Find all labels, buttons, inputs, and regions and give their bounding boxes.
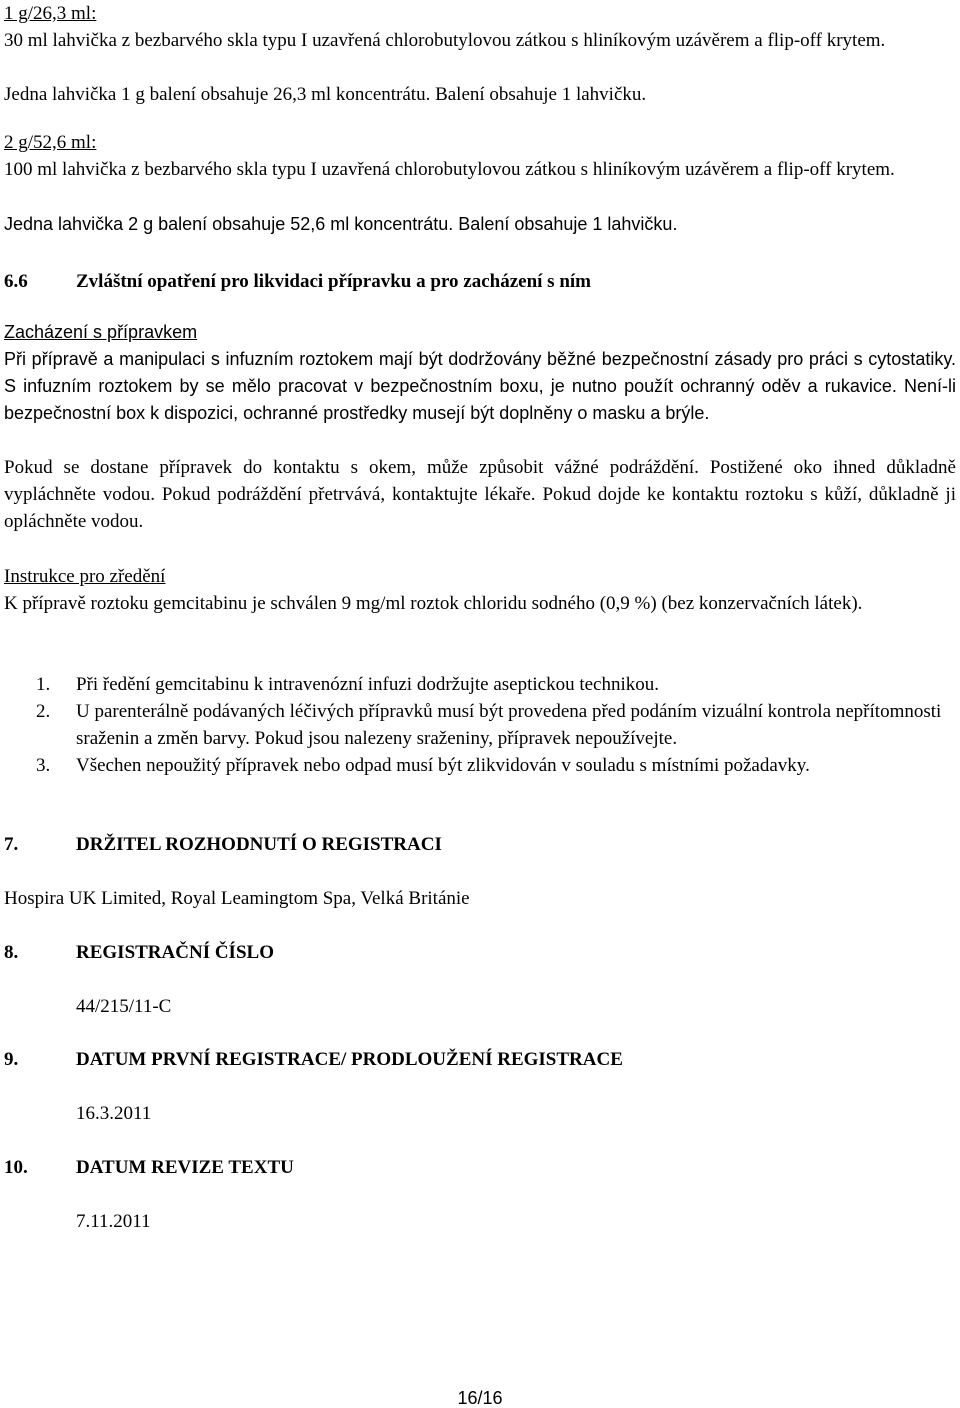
list-item (4, 698, 956, 752)
step-number: 1. (36, 674, 51, 695)
marketing-authorisation-holder: Hospira UK Limited, Royal Leamingtom Spa, Velká Británie (4, 888, 470, 909)
section-number: 6.6 (4, 271, 28, 292)
handling-paragraph-2: Pokud se dostane přípravek do kontaktu s okem, může způsobit vážné podráždění. Postižené oko ihned důkladně vypláchněte vodou. Pokud podráždění přetrvává, kontaktujte lékaře. Pokud dojde ke kontaktu roztoku s kůží, důkladně ji opláchněte vodou. (4, 457, 956, 532)
registration-number: 44/215/11-C (76, 996, 172, 1017)
section-6-6-heading (4, 268, 956, 295)
section-title: DATUM PRVNÍ REGISTRACE/ PRODLOUŽENÍ REGISTRACE (76, 1049, 623, 1070)
section-9-heading (4, 1046, 956, 1073)
text-revision-date-row (4, 1208, 956, 1235)
section-title: DATUM REVIZE TEXTU (76, 1157, 294, 1178)
step-text: Při ředění gemcitabinu k intravenózní infuzi dodržujte aseptickou technikou. (76, 674, 660, 695)
section-number: 9. (4, 1049, 19, 1070)
dilution-steps-list (4, 671, 956, 779)
pack-2g-heading: 2 g/52,6 ml: (4, 132, 97, 153)
first-registration-date-row (4, 1100, 956, 1127)
pack-1g-content: Jedna lahvička 1 g balení obsahuje 26,3 ml koncentrátu. Balení obsahuje 1 lahvičku. (4, 84, 647, 105)
registration-number-row (4, 993, 956, 1020)
pack-2g-content: Jedna lahvička 2 g balení obsahuje 52,6 ml koncentrátu. Balení obsahuje 1 lahvičku. (4, 214, 678, 234)
section-title: DRŽITEL ROZHODNUTÍ O REGISTRACI (76, 834, 442, 855)
handling-paragraph-1: Při přípravě a manipulaci s infuzním roztokem mají být dodržovány běžné bezpečnostní zásady pro práci s cytostatiky. S infuzním roztokem by se mělo pracovat v bezpečnostním boxu, je nutno použít ochranný oděv a rukavice. Není-li bezpečnostní box k dispozici, ochranné prostředky musejí být doplněny o masku a brýle. (4, 349, 956, 423)
dilution-heading: Instrukce pro zředění (4, 566, 166, 587)
step-text: U parenterálně podávaných léčivých přípravků musí být provedena před podáním vizuální kontrola nepřítomnosti sraženin a změn barvy. Pokud jsou nalezeny sraženiny, přípravek nepoužívejte. (76, 701, 942, 749)
list-item (4, 671, 956, 698)
text-revision-date: 7.11.2011 (76, 1211, 151, 1232)
section-title: Zvláštní opatření pro likvidaci přípravku a pro zacházení s ním (76, 271, 591, 292)
section-number: 10. (4, 1157, 28, 1178)
step-number: 2. (36, 701, 51, 722)
list-item (4, 752, 956, 779)
pack-1g-heading: 1 g/26,3 ml: (4, 3, 97, 24)
section-title: REGISTRAČNÍ ČÍSLO (76, 942, 274, 963)
section-number: 8. (4, 942, 19, 963)
first-registration-date: 16.3.2011 (76, 1103, 152, 1124)
dilution-paragraph: K přípravě roztoku gemcitabinu je schválen 9 mg/ml roztok chloridu sodného (0,9 %) (bez konzervačních látek). (4, 593, 863, 614)
pack-1g-description: 30 ml lahvička z bezbarvého skla typu I uzavřená chlorobutylovou zátkou s hliníkovým uzávěrem a flip-off krytem. (4, 30, 886, 51)
section-number: 7. (4, 834, 19, 855)
section-7-heading (4, 831, 956, 858)
section-10-heading (4, 1154, 956, 1181)
page-number: 16/16 (457, 1388, 503, 1408)
section-8-heading (4, 939, 956, 966)
step-number: 3. (36, 755, 51, 776)
step-text: Všechen nepoužitý přípravek nebo odpad musí být zlikvidován v souladu s místními požadavky. (76, 755, 810, 776)
pack-2g-description: 100 ml lahvička z bezbarvého skla typu I uzavřená chlorobutylovou zátkou s hliníkovým uzávěrem a flip-off krytem. (4, 159, 895, 180)
handling-heading: Zacházení s přípravkem (4, 322, 198, 342)
